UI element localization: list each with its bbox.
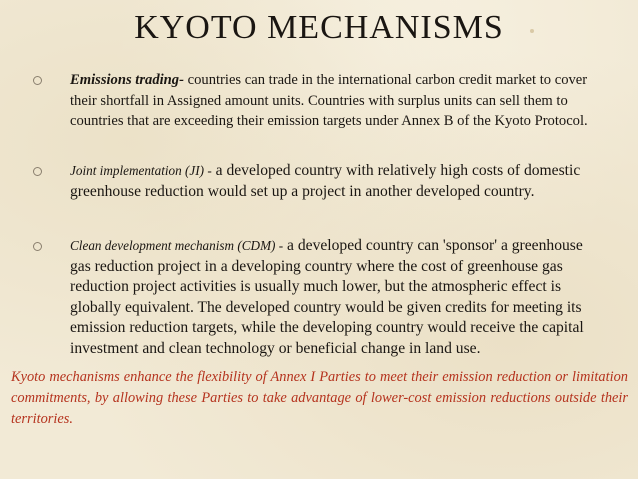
- slide-title: KYOTO MECHANISMS: [134, 9, 504, 46]
- bullet-text: [70, 161, 600, 202]
- decorative-dot: [530, 29, 534, 33]
- footer-note: Kyoto mechanisms enhance the flexibility of Annex I Parties to meet their emission reduction or limitation commitments, by allowing these Parties to take advantage of lower-cost emission reductions outside their territories.: [11, 369, 628, 427]
- circle-bullet-icon: [33, 242, 42, 251]
- bullet-body: countries can trade in the international carbon credit market to cover their shortfall in Assigned amount units. Countries with surplus units can sell them to countries that are exceeding their emission targets under Annex B of the Kyoto Protocol.: [70, 72, 588, 130]
- bullet-body: a developed country can 'sponsor' a greenhouse gas reduction project in a developing country where the cost of greenhouse gas reduction project activities is usually much lower, but the atmospheric effect is globally equivalent. The developed country would be given credits for meeting its emission reduction targets, while the developing country would receive the capital investment and clean technology or beneficial change in land use.: [70, 237, 584, 357]
- bullet-joint-implementation: [40, 161, 600, 202]
- bullet-term: Joint implementation (JI) -: [70, 163, 212, 178]
- circle-bullet-icon: [33, 167, 42, 176]
- bullet-term: Clean development mechanism (CDM) -: [70, 238, 284, 253]
- bullet-emissions-trading: [40, 70, 600, 132]
- bullet-text: [70, 236, 600, 360]
- bullet-text: [70, 70, 600, 132]
- bullet-clean-development-mechanism: [40, 236, 600, 360]
- circle-bullet-icon: [33, 76, 42, 85]
- bullet-separator: -: [179, 72, 184, 88]
- bullet-term: Emissions trading: [70, 72, 180, 88]
- bullet-body: a developed country with relatively high costs of domestic greenhouse reduction would set up a project in another developed country.: [70, 162, 581, 200]
